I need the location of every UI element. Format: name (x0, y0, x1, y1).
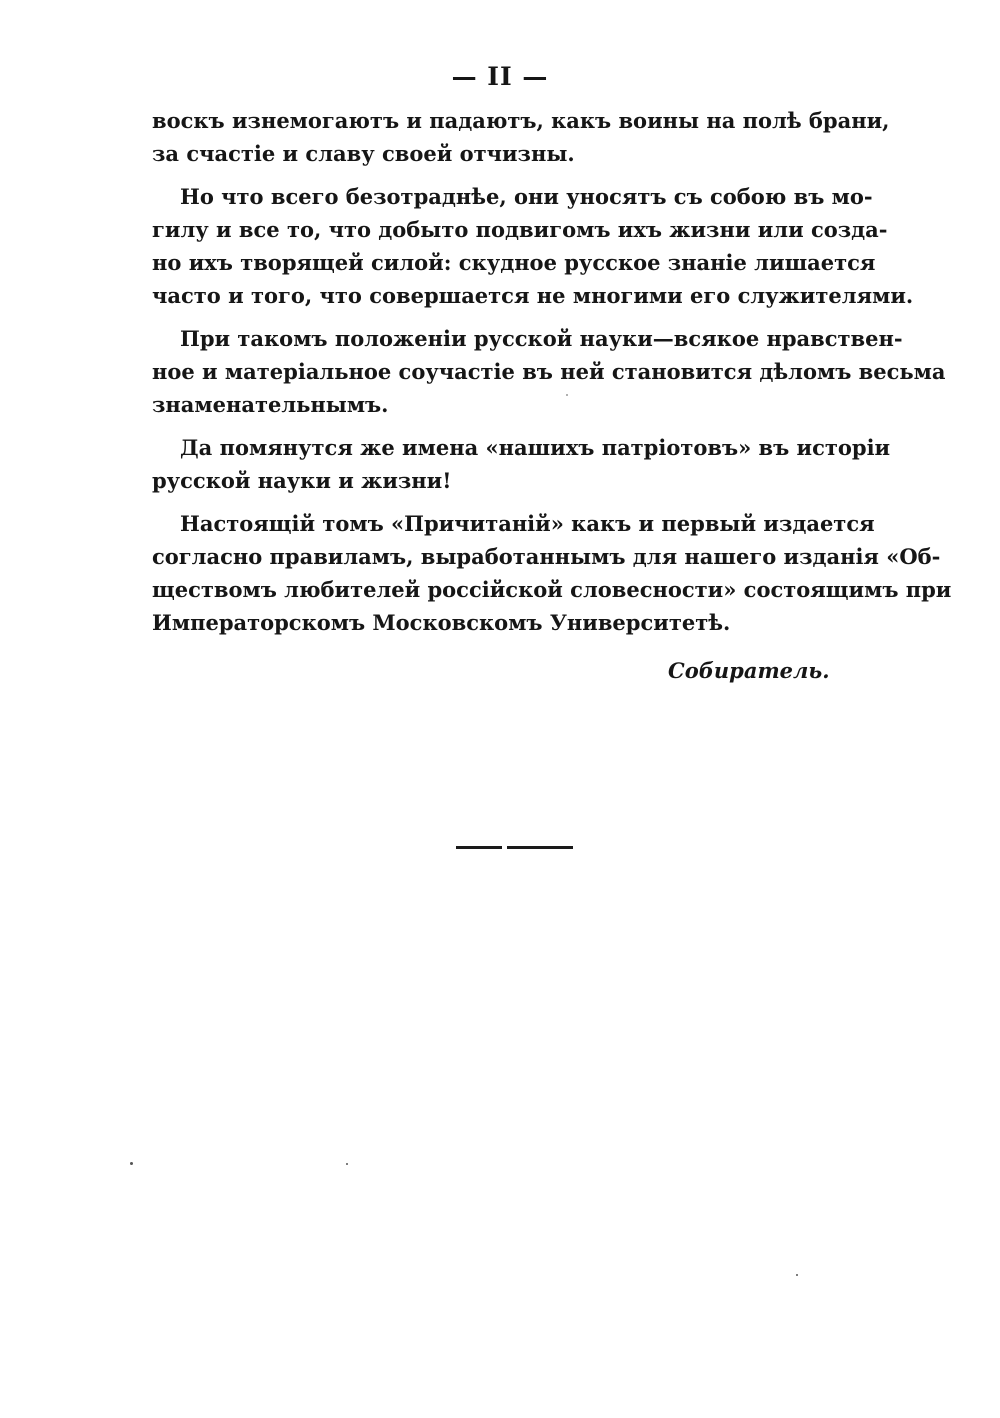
text-line: знаменательнымъ. (152, 392, 389, 417)
text-line: ное и матеріальное соучастіе въ ней становится дѣломъ весьма (152, 359, 946, 384)
scan-speck (796, 1274, 798, 1276)
signature: Собиратель. (668, 658, 830, 683)
text-line: воскъ изнемогаютъ и падаютъ, какъ воины на полѣ брани, (152, 108, 890, 133)
end-rule-left (456, 846, 502, 849)
body-text (152, 104, 952, 649)
end-rule-right (507, 846, 573, 849)
text-line: но ихъ творящей силой: скудное русское знаніе лишается (152, 250, 876, 275)
paragraph-1 (152, 104, 890, 170)
page-number: — II — (451, 62, 549, 91)
text-line: Настоящій томъ «Причитаній» какъ и первый издается (180, 511, 875, 536)
paragraph-3 (152, 322, 946, 421)
text-line: Но что всего безотраднѣе, они уносятъ съ собою въ мо- (180, 184, 873, 209)
paragraph-2 (152, 180, 914, 312)
text-line: русской науки и жизни! (152, 468, 452, 493)
text-line: Императорскомъ Московскомъ Университетѣ. (152, 610, 731, 635)
paragraph-4 (152, 431, 891, 497)
text-line: за счастіе и славу своей отчизны. (152, 141, 575, 166)
text-line: ществомъ любителей россійской словесности» состоящимъ при (152, 577, 952, 602)
text-line: часто и того, что совершается не многими его служителями. (152, 283, 914, 308)
text-line: согласно правиламъ, выработаннымъ для нашего изданія «Об- (152, 544, 941, 569)
text-line: При такомъ положеніи русской науки—всякое нравствен- (180, 326, 903, 351)
scan-speck (130, 1162, 133, 1165)
scan-speck (346, 1163, 348, 1165)
text-line: Да помянутся же имена «нашихъ патріотовъ» въ исторіи (180, 435, 891, 460)
paragraph-5 (152, 507, 952, 639)
text-line: гилу и все то, что добыто подвигомъ ихъ жизни или созда- (152, 217, 888, 242)
scan-speck (566, 394, 568, 396)
